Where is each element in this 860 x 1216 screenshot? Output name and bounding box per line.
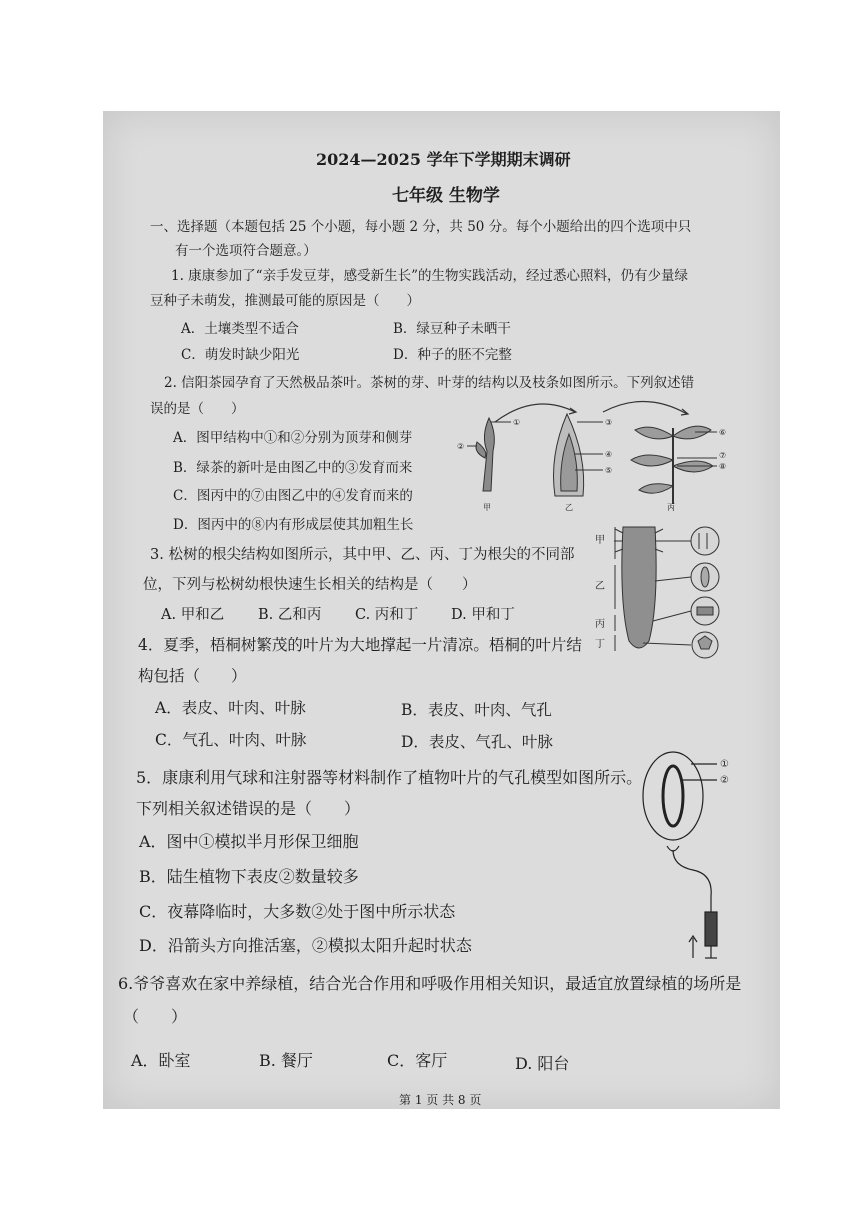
question-6-option-a[interactable]: A．卧室 [131,1051,191,1070]
question-4-option-a[interactable]: A．表皮、叶肉、叶脉 [155,699,306,717]
figure-5-label-1: ① [720,759,729,770]
figure-2-branch-bing [631,426,717,504]
exam-subtitle: 七年级 生物学 [392,186,500,206]
figure-2-caption-bing: 丙 [667,503,675,512]
question-6-option-d[interactable]: D. 阳台 [515,1054,570,1073]
question-5-figure [633,746,743,946]
question-4-stem-line1: 4．夏季，梧桐树繁茂的叶片为大地撑起一片清凉。梧桐的叶片结 [138,636,582,654]
figure-2-label-5: ⑤ [605,466,613,475]
figure-2-label-7: ⑦ [719,451,727,460]
question-6-stem-line1: 6.爷爷喜欢在家中养绿植，结合光合作用和呼吸作用相关知识，最适宜放置绿植的场所是 [118,974,742,993]
question-2-option-d[interactable]: D．图丙中的⑧内有形成层使其加粗生长 [173,517,414,533]
question-3-option-b[interactable]: B. 乙和丙 [258,607,322,623]
question-3-option-d[interactable]: D. 甲和丁 [451,607,515,623]
figure-2-label-6: ⑥ [719,428,727,437]
question-2-option-a[interactable]: A．图甲结构中①和②分别为顶芽和侧芽 [173,430,413,446]
question-3-stem-line1: 3. 松树的根尖结构如图所示，其中甲、乙、丙、丁为根尖的不同部 [150,547,575,563]
figure-2-bud-jia [467,418,511,491]
question-1-option-b[interactable]: B．绿豆种子未晒干 [393,321,511,337]
question-3-option-a[interactable]: A. 甲和乙 [161,607,225,623]
question-2-option-b[interactable]: B．绿茶的新叶是由图乙中的③发育而来 [173,460,413,476]
question-6-option-c[interactable]: C．客厅 [387,1051,448,1070]
question-4-stem-line2: 构包括（ ） [138,667,247,685]
figure-3-root-tip [614,527,664,651]
question-2-stem-line1: 2. 信阳茶园孕育了天然极品茶叶。茶树的芽、叶芽的结构以及枝条如图所示。下列叙述错 [164,375,695,391]
figure-3-label-yi: 乙 [595,581,605,592]
question-1-option-a[interactable]: A．土壤类型不适合 [181,321,299,337]
section-instructions-line2: 有一个选项符合题意。） [175,243,317,259]
question-2-stem-line2: 误的是（ ） [150,401,245,417]
figure-3-label-bing: 丙 [595,619,605,630]
figure-2-label-4: ④ [605,450,613,459]
figure-2-label-8: ⑧ [719,462,727,471]
figure-3-label-ding: 丁 [595,639,605,650]
question-3-figure [593,523,743,658]
question-6-stem-line2: （ ） [123,1007,188,1026]
question-5-stem-line1: 5．康康利用气球和注射器等材料制作了植物叶片的气孔模型如图所示。 [136,768,643,787]
question-5-option-c[interactable]: C．夜幕降临时，大多数②处于图中所示状态 [139,902,456,921]
page-footer: 第 1 页 共 8 页 [399,1093,482,1107]
question-1-option-c[interactable]: C．萌发时缺少阳光 [181,347,300,363]
figure-5-stoma-model [643,752,717,958]
question-6-option-b[interactable]: B. 餐厅 [259,1051,313,1070]
figure-2-label-3: ③ [605,418,613,427]
question-5-option-b[interactable]: B．陆生植物下表皮②数量较多 [139,867,359,886]
question-1-option-d[interactable]: D．种子的胚不完整 [393,347,512,363]
question-3-stem-line2: 位，下列与松树幼根快速生长相关的结构是（ ） [143,577,477,593]
exam-title: 2024—2025 学年下学期期末调研 [316,150,571,169]
figure-2-label-1: ① [513,418,521,427]
exam-sheet [103,111,780,1109]
question-4-option-d[interactable]: D．表皮、气孔、叶脉 [401,733,553,751]
figure-5-label-2: ② [720,775,729,786]
question-1-stem-line2: 豆种子未萌发，推测最可能的原因是（ ） [150,293,420,309]
figure-2-caption-yi: 乙 [565,503,573,512]
figure-2-label-2: ② [457,442,465,451]
question-5-stem-line2: 下列相关叙述错误的是（ ） [136,799,361,818]
figure-2-bud-yi [554,414,604,496]
question-3-option-c[interactable]: C. 丙和丁 [355,607,419,623]
question-2-figure [455,396,725,511]
figure-2-arrows [495,401,688,422]
question-2-option-c[interactable]: C．图丙中的⑦由图乙中的④发育而来的 [173,488,413,504]
question-4-option-c[interactable]: C．气孔、叶肉、叶脉 [155,731,307,749]
section-instructions-line1: 一、选择题（本题包括 25 个小题，每小题 2 分，共 50 分。每个小题给出的四个选项中只 [150,219,692,235]
question-5-option-d[interactable]: D．沿箭头方向推活塞，②模拟太阳升起时状态 [139,936,472,955]
question-4-option-b[interactable]: B．表皮、叶肉、气孔 [401,701,552,719]
question-1-stem-line1: 1. 康康参加了“亲手发豆芽，感受新生长”的生物实践活动，经过悉心照料，仍有少量绿 [171,268,688,284]
figure-3-label-jia: 甲 [595,535,605,546]
figure-2-caption-jia: 甲 [483,503,491,512]
question-5-option-a[interactable]: A．图中①模拟半月形保卫细胞 [139,832,359,851]
